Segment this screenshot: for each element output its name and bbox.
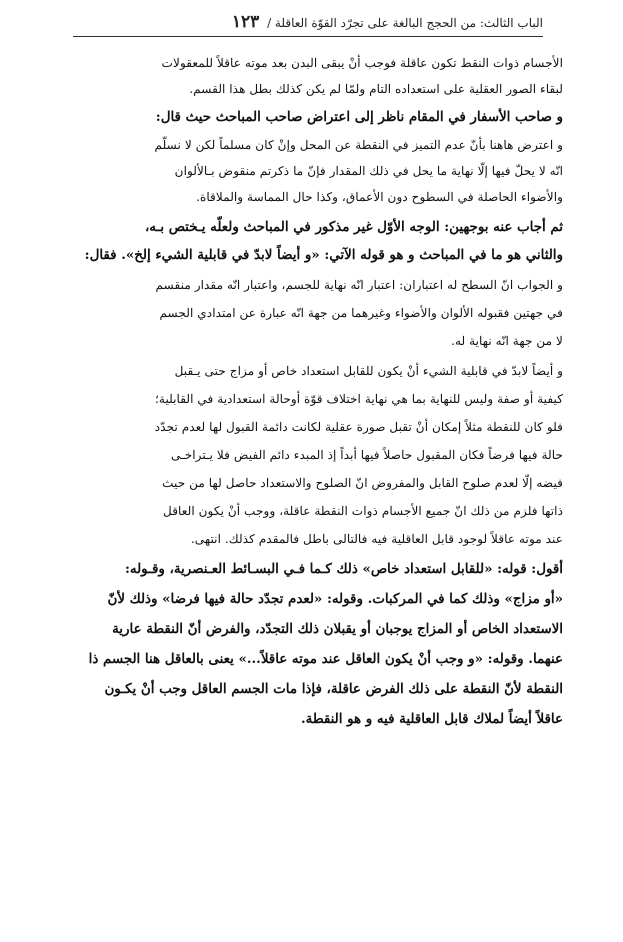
text-line: عنهما. وقوله: «و وجب أنْ يكون العاقل عند موته عاقلاً...» يعنى بالعاقل هنا الجسم ذا: [88, 651, 563, 667]
page-number: ١٢٣: [231, 12, 260, 32]
text-line: في جهتين فقبوله الألوان والأضواء وغيرهما من جهة انّه عبارة عن امتدادي الجسم: [159, 306, 563, 320]
text-line: «أو مزاج» وذلك كما في المركبات. وقوله: «لعدم تجدّد حالة فيها فرضا» وذلك لأنّ: [107, 591, 563, 607]
text-line: عند موته عاقلاً لوجود قابل العاقلية فيه فالتالى باطل فالمقدم كذلك. انتهى.: [190, 532, 563, 546]
text-line: فيضه إلّا لعدم صلوح القابل والمفروض انّ الصلوح والاستعداد حاصل لها من حيث: [162, 476, 563, 490]
text-line: النقطة لأنّ النقطة على ذلك الفرض عاقلة، فإذا مات الجسم العاقل وجب أنْ يكـون: [104, 681, 563, 697]
text-line: ذاتها فلزم من ذلك انّ جميع الأجسام ذوات النقطة عاقلة، ووجب أنْ يكون العاقل: [162, 504, 563, 518]
text-line: و اعترض هاهنا بأنّ عدم التميز في النقطة عن المحل وإنْ كان مسلماً لكن لا نسلّم: [154, 138, 563, 152]
text-line: فلو كان للنقطة مثلاً إمكان أنْ تقبل صورة عقلية لكانت دائمة القبول لها لعدم تجدّد: [154, 420, 563, 434]
text-line: لا من جهة انّه نهاية له.: [451, 334, 563, 348]
text-line: أقول: قوله: «للقابل استعداد خاص» ذلك كـما فـي البسـائط العـنصرية، وقـوله:: [124, 561, 563, 577]
running-header: [73, 10, 543, 34]
text-line: عاقلاً أيضاً لملاك قابل العاقلية فيه و هو النقطة.: [301, 711, 563, 727]
text-line: لبقاء الصور العقلية على استعداده التام ولمّا لم يكن كذلك بطل هذا القسم.: [189, 82, 563, 96]
text-line: والثاني هو ما في المباحث و هو قوله الآتي: «و أيضاً لابدّ في قابلية الشيء إلخ». فقال:: [84, 247, 563, 263]
text-line: الاستعداد الخاص أو المزاج يوجبان أو يقبلان ذلك التجدّد، والفرض أنّ النقطة عارية: [112, 621, 563, 637]
text-line: و الجواب انّ السطح له اعتباران: اعتبار انّه نهاية للجسم، واعتبار انّه مقدار منقسم: [155, 278, 563, 292]
text-line: حالة فيها فرضاً فكان المقبول حاصلاً فيها أبداً إذ المبدء دائم الفيض فلا يـتراخـى: [171, 448, 563, 462]
text-line: ثم أجاب عنه بوجهين: الوجه الأوّل غير مذكور في المباحث ولعلّه يـختص بـه،: [144, 219, 563, 235]
chapter-title: الباب الثالث: من الحجج البالغة على تجرّد القوّة العاقلة /: [267, 16, 543, 30]
text-line: و صاحب الأسفار في المقام ناظر إلى اعتراض صاحب المباحث حيث قال:: [155, 109, 563, 125]
text-line: انّه لا يحلّ فيها إلّا نهاية ما يحل في ذلك المقدار فإنّ ما ذكرتم منقوض بـالألوان: [174, 164, 563, 178]
text-line: الأجسام ذوات النقط تكون عاقلة فوجب أنْ يبقى البدن بعد موته عاقلاً للمعقولات: [161, 56, 563, 70]
text-line: و أيضاً لابدّ في قابلية الشيء أنْ يكون للقابل استعداد خاص أو مزاج حتى يـقبل: [174, 364, 563, 378]
text-line: كيفية أو صفة وليس للنهاية بما هي نهاية اختلاف قوّة أوحالة استعدادية في القابلية؛: [155, 392, 563, 406]
header-rule: [73, 36, 543, 37]
text-line: والأضواء الحاصلة في السطوح دون الأعماق، وكذا حال المماسة والملاقاة.: [196, 190, 563, 204]
